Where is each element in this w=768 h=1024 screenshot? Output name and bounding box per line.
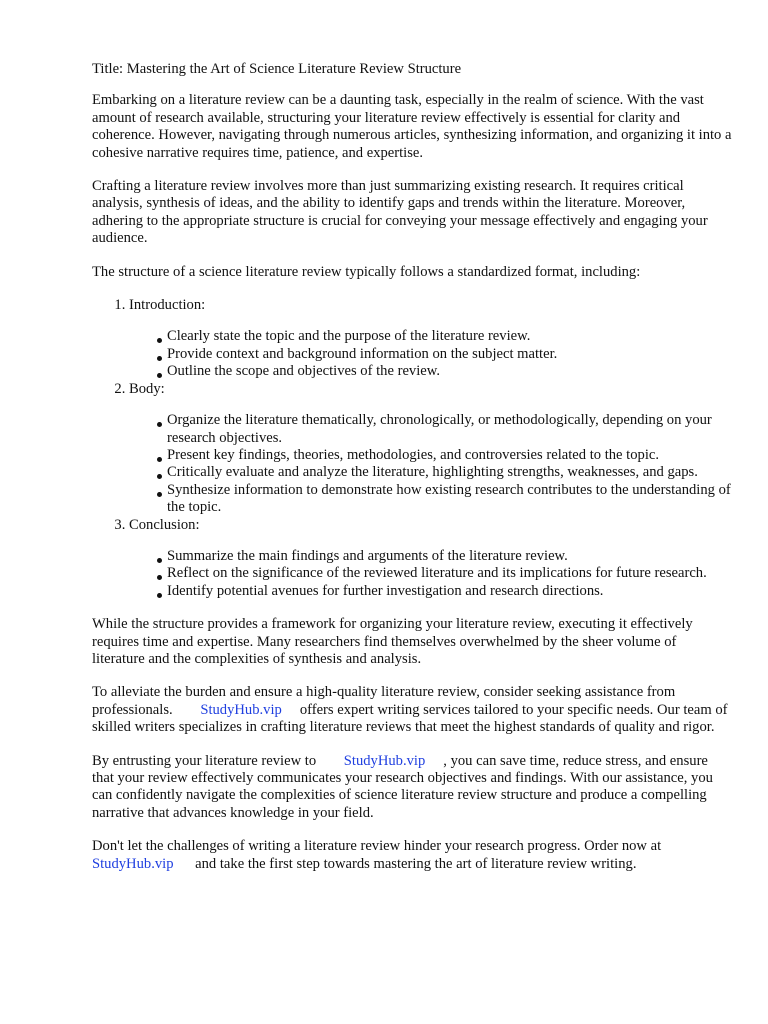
list-item: Critically evaluate and analyze the literature, highlighting strengths, weaknesses, and gaps.	[167, 464, 732, 481]
structure-lead-paragraph: The structure of a science literature review typically follows a standardized format, including:	[92, 263, 641, 280]
list-item: Identify potential avenues for further investigation and research directions.	[167, 583, 732, 600]
structure-list	[92, 297, 732, 600]
list-item: Reflect on the significance of the reviewed literature and its implications for future research.	[167, 565, 732, 582]
list-item: Summarize the main findings and arguments of the literature review.	[167, 548, 732, 565]
studyhub-link-3[interactable]: StudyHub.vip	[92, 855, 174, 872]
bullet-list	[129, 328, 732, 380]
intro-paragraph-1: Embarking on a literature review can be a daunting task, especially in the realm of science. With the vast amount of research available, structuring your literature review effectively is essential for clarity and coherence. However, navigating through numerous articles, synthesizing information, and organizing it into a cohesive narrative requires time, patience, and expertise.	[92, 92, 732, 161]
document-title: Title: Mastering the Art of Science Literature Review Structure	[92, 61, 462, 77]
studyhub-link-2[interactable]: StudyHub.vip	[343, 752, 426, 769]
list-item: Outline the scope and objectives of the review.	[167, 363, 732, 380]
cta-paragraph-3	[92, 838, 732, 873]
cta-1-text-a: To alleviate the burden and ensure a high-quality literature review, consider seeking assistance from professionals.	[92, 684, 676, 718]
cta-3-text-a: Don't let the challenges of writing a literature review hinder your research progress. Order now at	[92, 838, 662, 855]
cta-paragraph-1	[92, 684, 732, 736]
cta-1-text-b: offers expert writing services tailored to your specific needs. Our team of skilled writers specializes in crafting literature reviews that meet the highest standards of quality and rigor.	[92, 701, 728, 736]
list-item: Present key findings, theories, methodologies, and controversies related to the topic.	[167, 447, 732, 464]
list-item: Synthesize information to demonstrate how existing research contributes to the understanding of the topic.	[167, 481, 731, 516]
section-heading: 2. Body:	[129, 380, 165, 397]
bullet-list	[129, 548, 732, 600]
cta-3-text-b: and take the first step towards mastering the art of literature review writing.	[195, 855, 637, 872]
cta-2-text-a: By entrusting your literature review to	[92, 752, 317, 769]
intro-paragraph-2: Crafting a literature review involves more than just summarizing existing research. It requires critical analysis, synthesis of ideas, and the ability to identify gaps and trends within the literature. Moreover, adhering to the appropriate structure is crucial for conveying your message effectively and engaging your audience.	[92, 178, 708, 247]
cta-paragraph-2	[92, 753, 732, 823]
section-introduction	[129, 297, 732, 381]
section-heading: 3. Conclusion:	[129, 516, 200, 533]
list-item: Clearly state the topic and the purpose of the literature review.	[167, 328, 732, 345]
list-item: Provide context and background information on the subject matter.	[167, 346, 732, 363]
studyhub-link-1[interactable]: StudyHub.vip	[200, 701, 282, 718]
section-body	[129, 381, 732, 517]
list-item: Organize the literature thematically, chronologically, or methodologically, depending on your research objectives.	[167, 412, 732, 447]
cta-2-text-b: , you can save time, reduce stress, and ensure that your review effectively communicates your research objectives and findings. With our assistance, you can confidently navigate the complexities of science literature review structure and produce a compelling narrative that advances knowledge in your field.	[92, 752, 713, 821]
section-heading: 1. Introduction:	[129, 297, 206, 314]
section-conclusion	[129, 517, 732, 601]
after-list-paragraph: While the structure provides a framework for organizing your literature review, executing it effectively requires time and expertise. Many researchers find themselves overwhelmed by the sheer volume of literature and the complexities of synthesis and analysis.	[92, 616, 693, 667]
document-page	[92, 61, 732, 889]
bullet-list	[129, 412, 732, 516]
